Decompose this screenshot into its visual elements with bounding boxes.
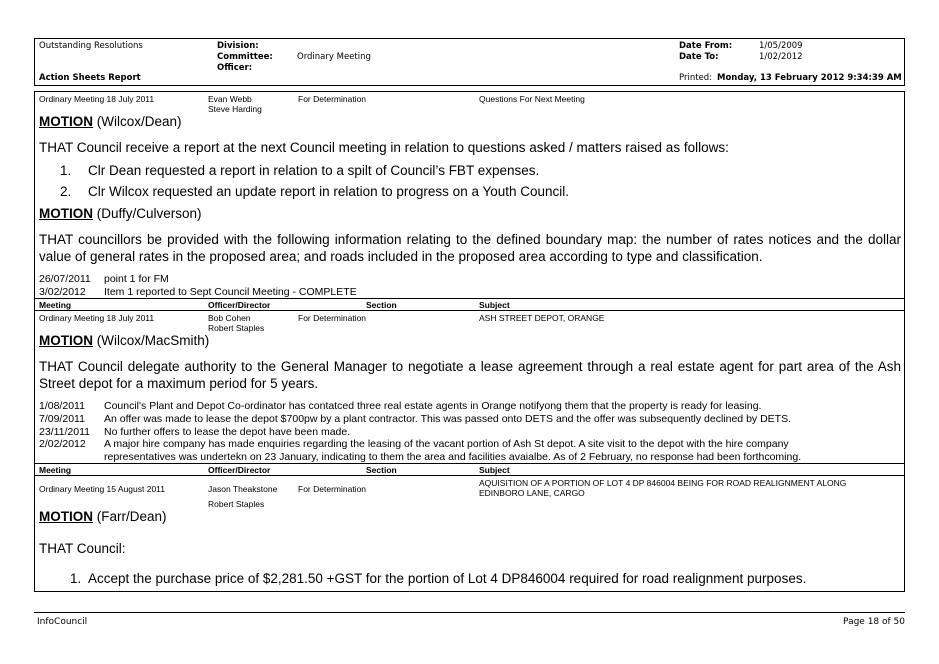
item3-meeting: Ordinary Meeting 15 August 2011 xyxy=(39,484,166,494)
list-item: Clr Dean requested a report in relation to a spilt of Council’s FBT expenses. xyxy=(88,163,540,178)
printed-label: Printed: xyxy=(679,73,713,83)
printed-value: Monday, 13 February 2012 9:34:39 AM xyxy=(717,73,902,83)
note-text: No further offers to lease the depot have been made. xyxy=(104,426,351,438)
item3-subject: AQUISITION OF A PORTION OF LOT 4 DP 846004 BEING FOR ROAD REALIGNMENT ALONG xyxy=(479,478,847,488)
motion-movers: (Farr/Dean) xyxy=(96,509,167,524)
item3-section: For Determination xyxy=(298,484,367,494)
list-item: Clr Wilcox requested an update report in relation to progress on a Youth Council. xyxy=(88,184,570,199)
item2-section: For Determination xyxy=(298,313,367,323)
item3-motion-text: THAT Council: xyxy=(39,541,126,556)
col-subject: Subject xyxy=(479,465,510,475)
page-number: Page 18 of 50 xyxy=(843,617,905,627)
division-label: Division: xyxy=(217,41,259,51)
row-divider xyxy=(34,463,905,464)
report-name: Outstanding Resolutions xyxy=(39,41,143,51)
item1-officer: Evan Webb xyxy=(208,94,252,104)
note-text: An offer was made to lease the depot $700pw by a plant contractor. This was passed onto DETS and the offer was subsequently declined by DETS. xyxy=(104,413,791,425)
item3-officer-2: Robert Staples xyxy=(208,499,265,509)
note-date: 1/08/2011 xyxy=(39,400,85,412)
note-text: A major hire company has made enquiries regarding the leasing of the vacant portion of Ash St depot. A site visit to the depot with the hire company xyxy=(104,438,789,450)
item2-subject: ASH STREET DEPOT, ORANGE xyxy=(479,313,605,323)
list-item: Accept the purchase price of $2,281.50 +GST for the portion of Lot 4 DP846004 required for road realignment purposes. xyxy=(88,571,807,586)
item3-motion-heading xyxy=(39,509,167,524)
item2-meeting: Ordinary Meeting 18 July 2011 xyxy=(39,313,155,323)
col-meeting: Meeting xyxy=(39,465,72,475)
officer-label: Officer: xyxy=(217,63,253,73)
note-text-continued: representatives was undertekn on 23 January, indicating to them the area and facilities avaialbe. As of 2 February, no response had been forthcoming. xyxy=(104,451,802,463)
committee-value: Ordinary Meeting xyxy=(297,52,371,62)
date-to-value: 1/02/2012 xyxy=(759,52,803,62)
row-divider xyxy=(34,298,905,299)
report-header xyxy=(34,38,905,86)
note-date: 26/07/2011 xyxy=(39,273,91,285)
footer-app-name: InfoCouncil xyxy=(37,617,88,627)
col-officer: Officer/Director xyxy=(208,465,271,475)
motion-movers: (Duffy/Culverson) xyxy=(96,206,202,221)
item2-motion-text: THAT Council delegate authority to the General Manager to negotiate a lease agreement through a real estate agent for part area of the Ash Street depot for a maximum period for 5 years. xyxy=(39,359,901,391)
motion-word: MOTION xyxy=(39,206,93,221)
col-officer: Officer/Director xyxy=(208,300,271,310)
note-date: 23/11/2011 xyxy=(39,426,90,438)
committee-label: Committee: xyxy=(217,52,273,62)
col-meeting: Meeting xyxy=(39,300,72,310)
report-type: Action Sheets Report xyxy=(39,73,141,83)
col-section: Section xyxy=(366,465,397,475)
note-date: 2/02/2012 xyxy=(39,438,86,450)
note-text: Council's Plant and Depot Co-ordinator has contatced three real estate agents in Orange notifyong them that the property is ready for leasing. xyxy=(104,400,762,412)
item3-subject-2: EDINBORO LANE, CARGO xyxy=(479,488,585,498)
motion-word: MOTION xyxy=(39,114,93,129)
note-date: 3/02/2012 xyxy=(39,286,86,298)
item3-officer: Jason Theakstone xyxy=(208,484,278,494)
list-number: 1. xyxy=(60,163,72,178)
col-section: Section xyxy=(366,300,397,310)
col-subject: Subject xyxy=(479,300,510,310)
note-text: Item 1 reported to Sept Council Meeting - COMPLETE xyxy=(104,286,357,298)
motion-word: MOTION xyxy=(39,333,93,348)
item1-motion-heading xyxy=(39,114,182,129)
date-from-value: 1/05/2009 xyxy=(759,41,803,51)
note-text: point 1 for FM xyxy=(104,273,169,285)
note-date: 7/09/2011 xyxy=(39,413,85,425)
date-from-label: Date From: xyxy=(679,41,733,51)
item1-motion-text: THAT Council receive a report at the next Council meeting in relation to questions asked / matters raised as follows: xyxy=(39,140,729,155)
item2-officer: Bob Cohen xyxy=(208,313,251,323)
item1-motion2-heading xyxy=(39,206,202,221)
row-divider xyxy=(34,310,905,311)
motion-word: MOTION xyxy=(39,509,93,524)
date-to-label: Date To: xyxy=(679,52,719,62)
list-number: 1. xyxy=(70,571,82,586)
item1-motion2-text: THAT councillors be provided with the following information relating to the defined boundary map: the number of rates notices and the dollar value of general rates in the proposed area; and roads included in the proposed area according to type and classification. xyxy=(39,232,901,264)
item1-subject: Questions For Next Meeting xyxy=(479,94,585,104)
list-number: 2. xyxy=(60,184,72,199)
footer-rule xyxy=(34,612,905,613)
item2-officer-2: Robert Staples xyxy=(208,323,265,333)
item1-meeting: Ordinary Meeting 18 July 2011 xyxy=(39,94,155,104)
motion-movers: (Wilcox/MacSmith) xyxy=(96,333,210,348)
item1-section: For Determination xyxy=(298,94,367,104)
item1-officer-2: Steve Harding xyxy=(208,104,262,114)
motion-movers: (Wilcox/Dean) xyxy=(96,114,182,129)
item2-motion-heading xyxy=(39,333,209,348)
row-divider xyxy=(34,475,905,476)
